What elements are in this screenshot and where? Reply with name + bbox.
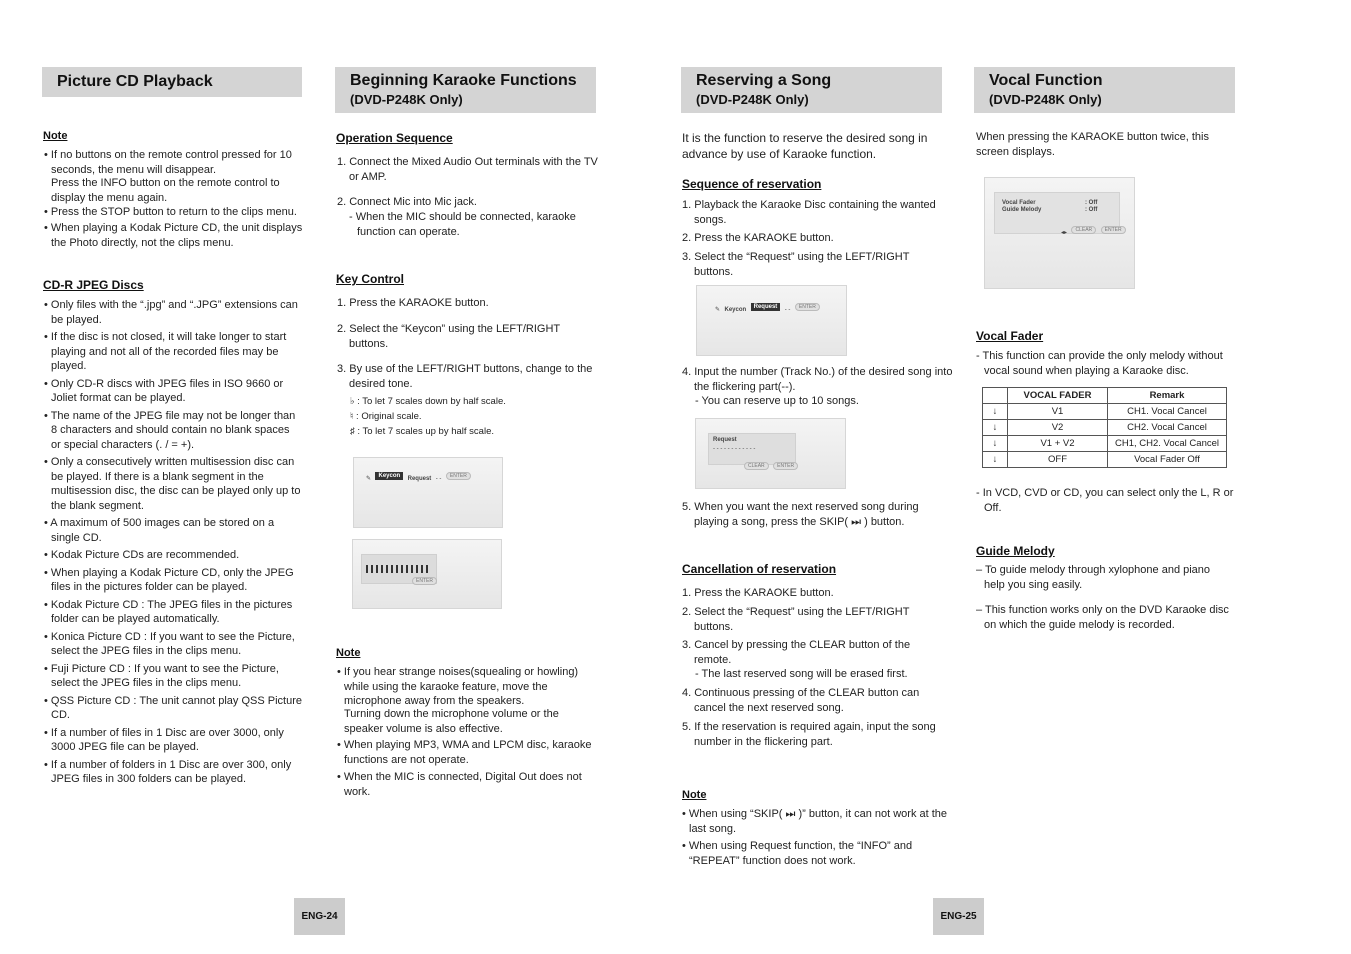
table-cell: CH2. Vocal Cancel bbox=[1108, 420, 1227, 436]
request-select-screen bbox=[696, 285, 847, 356]
table-cell: OFF bbox=[1008, 452, 1108, 468]
vocal-fader-title: Vocal Fader bbox=[976, 329, 1044, 343]
keycon-bar bbox=[366, 467, 471, 485]
navigate-icon: ◂▸ bbox=[1061, 230, 1068, 236]
scale-bars bbox=[366, 565, 430, 573]
section-header-karaoke bbox=[335, 67, 596, 113]
cancel-step: 3. Cancel by pressing the CLEAR button of the remote. bbox=[682, 639, 911, 666]
vocal-fader-value: : Off bbox=[1085, 200, 1098, 206]
down-arrow-icon: ↓ bbox=[983, 436, 1008, 452]
tone-scale-screen bbox=[352, 539, 502, 609]
list-item: • Kodak Picture CDs are recommended. bbox=[44, 549, 240, 561]
request-input-screen bbox=[695, 418, 846, 489]
key-step: 2. Select the “Keycon” using the LEFT/RIGHT buttons. bbox=[337, 323, 560, 350]
seq-step: 2. Press the KARAOKE button. bbox=[682, 232, 834, 244]
note-item: Turning down the microphone volume or the speaker volume is also effective. bbox=[344, 708, 559, 735]
table-header: Remark bbox=[1108, 388, 1227, 404]
note-title: Note bbox=[43, 130, 68, 142]
note-title: Note bbox=[336, 647, 361, 659]
tone-flat-label: : To let 7 scales down by half scale. bbox=[357, 396, 506, 407]
seq-step: 1. Playback the Karaoke Disc containing the wanted songs. bbox=[682, 199, 936, 226]
keycon-chip: Keycon bbox=[375, 472, 403, 480]
list-item: • If a number of folders in 1 Disc are over 300, only JPEG files in 300 folders can be played. bbox=[44, 758, 292, 785]
section-title: Picture CD Playback bbox=[57, 73, 213, 90]
tone-sharp-label: : To let 7 scales up by half scale. bbox=[357, 426, 494, 437]
list-item: • Only CD-R discs with JPEG files in ISO 9660 or Joliet format can be played. bbox=[44, 377, 284, 404]
note-item: • When using “SKIP( ⏭ )” button, it can not work at the last song. bbox=[682, 808, 948, 835]
keycon-label: Keycon bbox=[724, 307, 747, 313]
guide-melody-title: Guide Melody bbox=[976, 544, 1055, 558]
note-item: • When the MIC is connected, Digital Out does not work. bbox=[337, 771, 582, 798]
request-dashes: - - - - - - - - - - - - bbox=[713, 446, 756, 452]
guide-melody-item: – This function works only on the DVD Karaoke disc on which the guide melody is recorded. bbox=[976, 604, 1229, 631]
table-cell: V1 + V2 bbox=[1008, 436, 1108, 452]
table-cell: V2 bbox=[1008, 420, 1108, 436]
section-subtitle: (DVD-P248K Only) bbox=[350, 92, 463, 107]
list-item: • Only files with the “.jpg” and “.JPG” extensions can be played. bbox=[44, 299, 298, 326]
table-cell: CH1, CH2. Vocal Cancel bbox=[1108, 436, 1227, 452]
guide-melody-item: – To guide melody through xylophone and piano help you sing easily. bbox=[976, 564, 1211, 591]
dashes: - - bbox=[435, 476, 442, 482]
enter-pill: ENTER bbox=[446, 472, 471, 480]
list-item: • Kodak Picture CD : The JPEG files in the pictures folder can be played automatically. bbox=[44, 598, 293, 625]
key-step: 3. By use of the LEFT/RIGHT buttons, change to the desired tone. bbox=[337, 363, 593, 390]
section-title: Vocal Function bbox=[989, 72, 1103, 89]
seq-step: 5. When you want the next reserved song during playing a song, press the SKIP( ⏭ ) button. bbox=[682, 501, 919, 528]
enter-pill: ENTER bbox=[795, 303, 820, 311]
list-item: • A maximum of 500 images can be stored on a single CD. bbox=[44, 517, 275, 544]
cdr-jpeg-list bbox=[44, 298, 302, 790]
cancellation-title: Cancellation of reservation bbox=[682, 562, 837, 576]
vocal-screen bbox=[984, 177, 1135, 289]
table-header-row bbox=[983, 388, 1227, 404]
vocal-fader-desc: - This function can provide the only melody without vocal sound when playing a Karaoke disc. bbox=[976, 350, 1223, 377]
table-header: VOCAL FADER bbox=[1008, 388, 1108, 404]
note-item: • Press the STOP button to return to the clips menu. bbox=[44, 206, 297, 218]
page-number-right: ENG-25 bbox=[933, 898, 984, 935]
cdr-jpeg-title: CD-R JPEG Discs bbox=[43, 278, 144, 292]
section-subtitle: (DVD-P248K Only) bbox=[696, 92, 809, 107]
guide-melody-label: Guide Melody bbox=[1002, 207, 1042, 213]
section-title: Reserving a Song bbox=[696, 72, 832, 89]
tone-natural-label: : Original scale. bbox=[356, 411, 422, 422]
section-header-vocal bbox=[974, 67, 1235, 113]
table-cell: V1 bbox=[1008, 404, 1108, 420]
down-arrow-icon: ↓ bbox=[983, 452, 1008, 468]
karaoke-mic-icon: ✎ bbox=[366, 476, 372, 482]
vocal-panel bbox=[994, 192, 1120, 234]
list-item: • The name of the JPEG file may not be longer than 8 characters and should contain no blank spaces or special characters (. / = +). bbox=[44, 409, 296, 451]
clear-pill: CLEAR bbox=[1071, 226, 1096, 234]
enter-pill: ENTER bbox=[412, 577, 437, 585]
page-number-left: ENG-24 bbox=[294, 898, 345, 935]
seq-step: 4. Input the number (Track No.) of the desired song into the flickering part(--). bbox=[682, 366, 953, 393]
table-cell: Vocal Fader Off bbox=[1108, 452, 1227, 468]
note-item: • When playing MP3, WMA and LPCM disc, karaoke functions are not operate. bbox=[337, 739, 592, 766]
note-item: • When using Request function, the “INFO” and “REPEAT” function does not work. bbox=[682, 840, 913, 867]
vocal-intro: When pressing the KARAOKE button twice, this screen displays. bbox=[976, 131, 1209, 158]
note-item: Press the INFO button on the remote control to display the menu again. bbox=[51, 177, 280, 204]
note-item: • If no buttons on the remote control pressed for 10 seconds, the menu will disappear. bbox=[44, 149, 292, 176]
request-buttons bbox=[744, 457, 798, 475]
section-header-picture-cd bbox=[42, 67, 302, 97]
list-item: • If a number of files in 1 Disc are over 3000, only 3000 JPEG file can be played. bbox=[44, 726, 284, 753]
table-row bbox=[983, 452, 1227, 468]
down-arrow-icon: ↓ bbox=[983, 404, 1008, 420]
cancel-step: 1. Press the KARAOKE button. bbox=[682, 587, 834, 599]
list-item: • QSS Picture CD : The unit cannot play QSS Picture CD. bbox=[44, 694, 302, 721]
list-item: • When playing a Kodak Picture CD, only the JPEG files in the pictures folder can be played. bbox=[44, 566, 294, 593]
list-item: • If the disc is not closed, it will take longer to start playing and not all of the recorded files may be played. bbox=[44, 331, 287, 372]
tone-natural bbox=[350, 410, 422, 425]
request-chip: Request bbox=[751, 303, 781, 311]
vocal-buttons bbox=[1061, 221, 1126, 239]
table-row bbox=[983, 436, 1227, 452]
table-header-blank bbox=[983, 388, 1008, 404]
section-header-reserving bbox=[681, 67, 942, 113]
op-step: 1. Connect the Mixed Audio Out terminals with the TV or AMP. bbox=[337, 156, 598, 183]
section-subtitle: (DVD-P248K Only) bbox=[989, 92, 1102, 107]
key-control-title: Key Control bbox=[336, 272, 405, 286]
table-row bbox=[983, 404, 1227, 420]
tone-sharp bbox=[350, 425, 494, 440]
sharp-icon: ♯ bbox=[350, 426, 355, 437]
request-label: Request bbox=[407, 476, 432, 482]
seq-step: 3. Select the “Request” using the LEFT/RIGHT buttons. bbox=[682, 251, 910, 278]
note-item: • If you hear strange noises(squealing or howling) while using the karaoke feature, move the microphone away from the speakers. bbox=[337, 666, 579, 707]
op-step: 2. Connect Mic into Mic jack. bbox=[337, 196, 477, 208]
natural-icon: ♮ bbox=[350, 411, 354, 422]
vocal-fader-note: - In VCD, CVD or CD, you can select only the L, R or Off. bbox=[976, 487, 1234, 514]
seq-step-note: - You can reserve up to 10 songs. bbox=[695, 395, 859, 407]
list-item: • Fuji Picture CD : If you want to see the Picture, select the JPEG files in the clips menu. bbox=[44, 662, 279, 689]
down-arrow-icon: ↓ bbox=[983, 420, 1008, 436]
table-cell: CH1. Vocal Cancel bbox=[1108, 404, 1227, 420]
keycon-bar bbox=[715, 298, 820, 316]
karaoke-mic-icon: ✎ bbox=[715, 307, 721, 313]
list-item: • Only a consecutively written multisession disc can be played. If there is a blank segment in the multisession disc, the disc can be played only up to the blank segment. bbox=[44, 456, 301, 512]
vocal-fader-label: Vocal Fader bbox=[1002, 200, 1036, 206]
enter-pill: ENTER bbox=[773, 462, 798, 470]
operation-sequence-title: Operation Sequence bbox=[336, 131, 453, 145]
dashes: - - bbox=[784, 307, 791, 313]
key-step: 1. Press the KARAOKE button. bbox=[337, 297, 489, 309]
cancel-step-note: - The last reserved song will be erased first. bbox=[695, 668, 908, 680]
flat-icon: ♭ bbox=[350, 396, 355, 407]
cancel-step: 2. Select the “Request” using the LEFT/RIGHT buttons. bbox=[682, 606, 910, 633]
enter-pill: ENTER bbox=[1101, 226, 1126, 234]
note-title: Note bbox=[682, 789, 707, 801]
keycon-screen bbox=[353, 457, 503, 528]
note-item: • When playing a Kodak Picture CD, the unit displays the Photo directly, not the clips menu. bbox=[44, 222, 303, 249]
cancel-step: 4. Continuous pressing of the CLEAR button can cancel the next reserved song. bbox=[682, 687, 920, 714]
sequence-title: Sequence of reservation bbox=[682, 177, 822, 191]
tone-flat bbox=[350, 395, 506, 410]
op-step-note: - When the MIC should be connected, karaoke function can operate. bbox=[349, 211, 576, 238]
vocal-fader-table bbox=[982, 387, 1227, 468]
section-title: Beginning Karaoke Functions bbox=[350, 72, 577, 89]
guide-melody-value: : Off bbox=[1085, 207, 1098, 213]
list-item: • Konica Picture CD : If you want to see the Picture, select the JPEG files in the clips menu. bbox=[44, 630, 295, 657]
request-title: Request bbox=[713, 437, 737, 443]
table-row bbox=[983, 420, 1227, 436]
reserve-intro: It is the function to reserve the desired song in advance by use of Karaoke function. bbox=[682, 131, 928, 161]
clear-pill: CLEAR bbox=[744, 462, 769, 470]
cancel-step: 5. If the reservation is required again, input the song number in the flickering part. bbox=[682, 721, 936, 748]
